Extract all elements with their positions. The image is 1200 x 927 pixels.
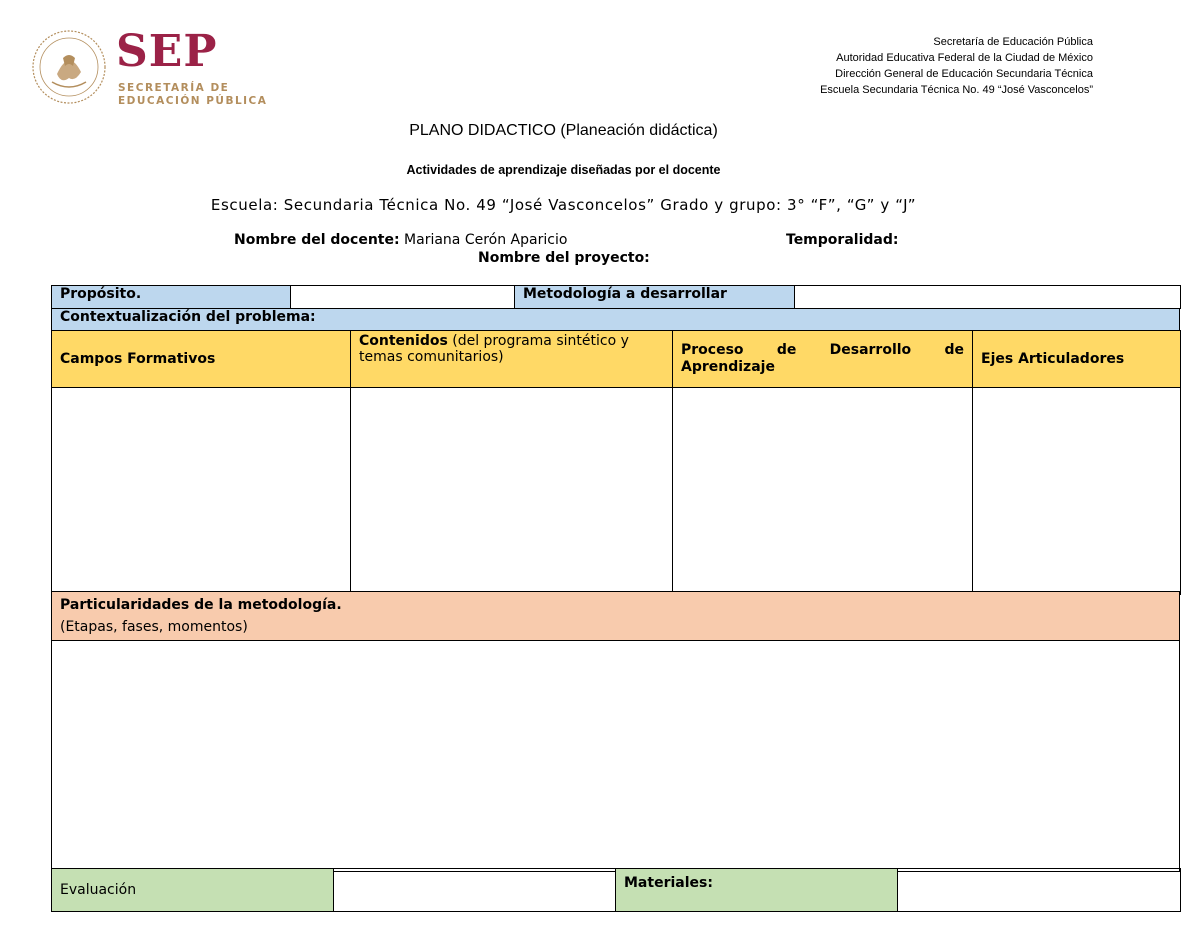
- teacher-value: Mariana Cerón Aparicio: [404, 232, 568, 248]
- project-name-label: Nombre del proyecto:: [478, 250, 650, 266]
- content-grid: [51, 330, 1181, 595]
- materiales-label: Materiales:: [616, 869, 898, 912]
- national-seal-icon: [30, 28, 108, 106]
- document-title: PLANO DIDACTICO (Planeación didáctica): [409, 122, 718, 139]
- particularidades-cell[interactable]: [52, 641, 1180, 872]
- institution-line: Secretaría de Educación Pública: [933, 36, 1093, 48]
- institution-line: Escuela Secundaria Técnica No. 49 “José Vasconcelos”: [820, 84, 1093, 96]
- teacher-name-line: [234, 232, 567, 248]
- institution-line: Dirección General de Educación Secundaria Técnica: [835, 68, 1093, 80]
- sep-logo: [30, 28, 270, 108]
- teacher-label: Nombre del docente:: [234, 232, 400, 248]
- col-ejes-articuladores: Ejes Articuladores: [973, 331, 1181, 388]
- ejes-cell[interactable]: [973, 388, 1181, 595]
- particularidades-label: Particularidades de la metodología.: [60, 597, 342, 613]
- col-proceso-desarrollo: [673, 331, 973, 388]
- school-value: Secundaria Técnica No. 49 “José Vasconcelos” Grado y grupo: 3° “F”, “G” y “J”: [283, 196, 917, 214]
- contexto-label[interactable]: Contextualización del problema:: [52, 309, 1180, 332]
- particularidades-header: [52, 592, 1180, 641]
- institution-header: [820, 34, 1093, 98]
- col-proceso-line1: Proceso de Desarrollo de: [681, 342, 964, 358]
- evaluation-row: [51, 868, 1181, 912]
- col-contenidos-detail: (del programa sintético y temas comunitarios): [359, 333, 629, 365]
- col-contenidos-bold: Contenidos: [359, 333, 448, 349]
- metodologia-field[interactable]: [795, 286, 1181, 309]
- materiales-field[interactable]: [898, 869, 1181, 912]
- col-contenidos: [351, 331, 673, 388]
- evaluacion-label: Evaluación: [52, 869, 334, 912]
- temporalidad-label: Temporalidad:: [786, 232, 899, 248]
- school-label: Escuela:: [210, 196, 279, 214]
- col-proceso-line2: Aprendizaje: [681, 359, 775, 375]
- evaluacion-field[interactable]: [334, 869, 616, 912]
- logo-brand: SEP: [116, 26, 218, 77]
- proposito-label: Propósito.: [52, 286, 291, 309]
- col-campos-formativos: Campos Formativos: [52, 331, 351, 388]
- particularidades-sublabel: (Etapas, fases, momentos): [60, 619, 248, 635]
- logo-line-1: SECRETARÍA DE: [118, 82, 230, 94]
- proceso-cell[interactable]: [673, 388, 973, 595]
- proposito-field[interactable]: [291, 286, 515, 309]
- logo-line-2: EDUCACIÓN PÚBLICA: [118, 95, 268, 107]
- contenidos-cell[interactable]: [351, 388, 673, 595]
- school-line: [0, 196, 1127, 214]
- campos-cell[interactable]: [52, 388, 351, 595]
- metodologia-label: Metodología a desarrollar: [515, 286, 795, 309]
- institution-line: Autoridad Educativa Federal de la Ciudad de México: [836, 52, 1093, 64]
- context-row: [51, 308, 1180, 332]
- document-subtitle: Actividades de aprendizaje diseñadas por el docente: [406, 163, 721, 177]
- methodology-section: [51, 591, 1180, 872]
- purpose-row: [51, 285, 1181, 309]
